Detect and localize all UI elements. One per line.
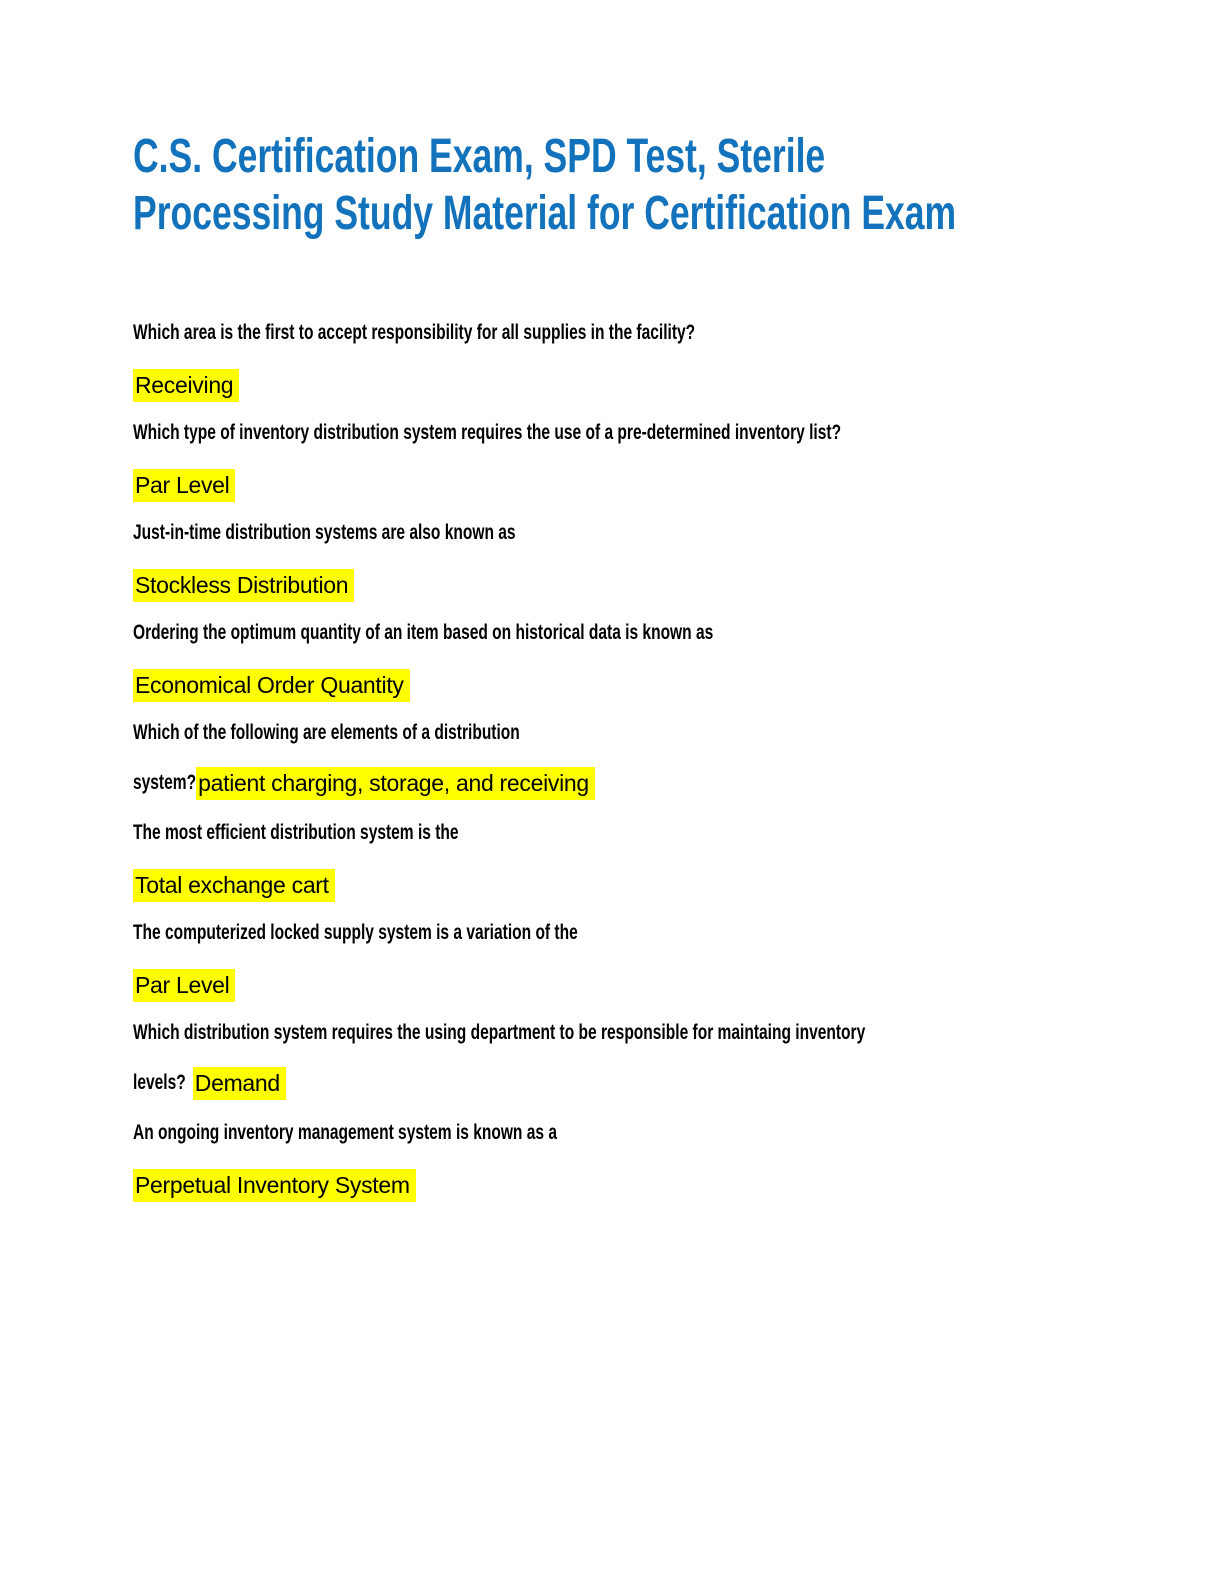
question-text: Ordering the optimum quantity of an item based on historical data is known as xyxy=(133,621,714,645)
answer-line xyxy=(133,958,1153,1008)
question-text: An ongoing inventory management system is known as a xyxy=(133,1121,557,1145)
question-text: Which of the following are elements of a distribution xyxy=(133,721,520,745)
answer-highlight: Total exchange cart xyxy=(133,869,335,902)
answer-highlight: Perpetual Inventory System xyxy=(133,1169,416,1202)
answer-highlight: Par Level xyxy=(133,969,235,1002)
answer-line xyxy=(133,1158,1153,1208)
question-prefix: levels? xyxy=(133,1071,186,1095)
answer-highlight: Demand xyxy=(193,1067,286,1100)
answer-highlight: Economical Order Quantity xyxy=(133,669,410,702)
question-text: The most efficient distribution system is the xyxy=(133,821,459,845)
question-text: Just-in-time distribution systems are also known as xyxy=(133,521,516,545)
answer-highlight: Receiving xyxy=(133,369,239,402)
answer-line xyxy=(133,658,1153,708)
answer-line xyxy=(133,458,1153,508)
question-prefix: system? xyxy=(133,771,197,795)
answer-line xyxy=(133,858,1153,908)
answer-line xyxy=(133,358,1153,408)
question-text: The computerized locked supply system is a variation of the xyxy=(133,921,578,945)
page-title-line-2: Processing Study Material for Certification Exam xyxy=(133,187,957,240)
question-text: Which distribution system requires the using department to be responsible for maintaing inventory xyxy=(133,1021,866,1045)
answer-highlight: Par Level xyxy=(133,469,235,502)
answer-highlight: Stockless Distribution xyxy=(133,569,354,602)
question-answer-inline xyxy=(133,1058,1153,1108)
question-answer-inline xyxy=(133,758,1153,808)
question-text: Which type of inventory distribution system requires the use of a pre-determined inventory list? xyxy=(133,421,842,445)
page-title xyxy=(133,128,1224,242)
question-text: Which area is the first to accept responsibility for all supplies in the facility? xyxy=(133,321,696,345)
page-title-line-1: C.S. Certification Exam, SPD Test, Sterile xyxy=(133,130,826,183)
answer-highlight: patient charging, storage, and receiving xyxy=(196,767,595,800)
qa-list xyxy=(133,308,1153,1208)
answer-line xyxy=(133,558,1153,608)
